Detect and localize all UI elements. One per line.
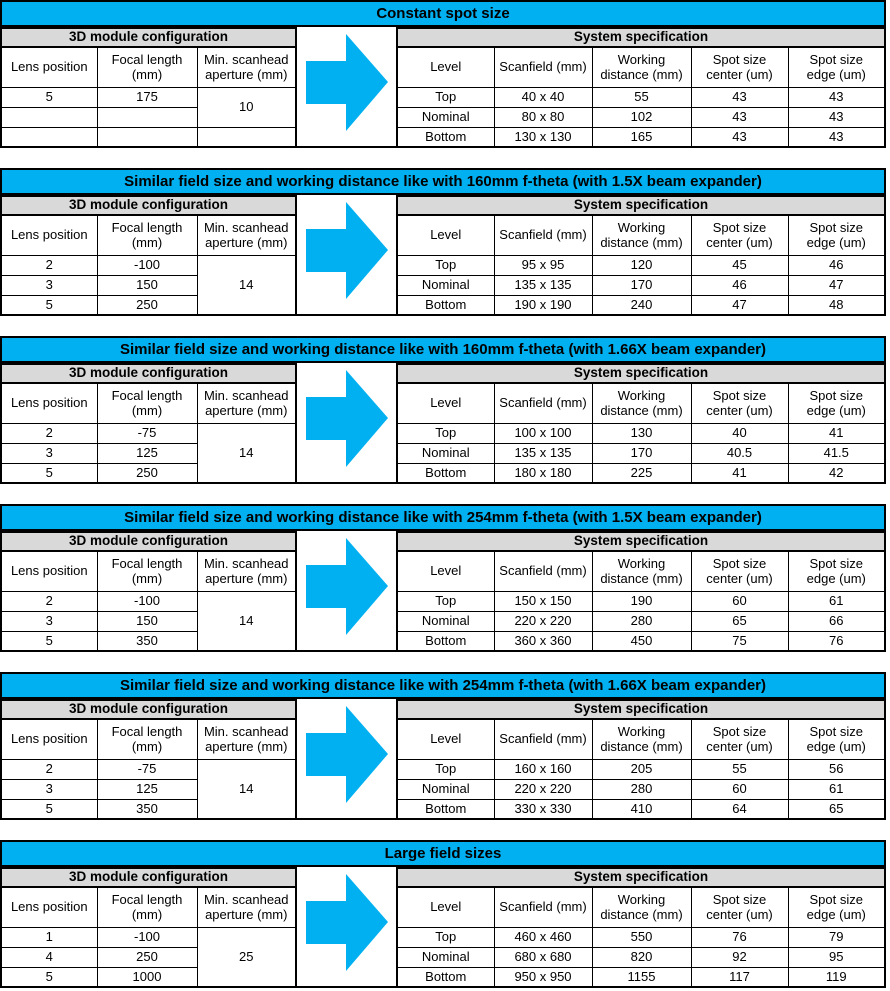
- col-scanfield: Scanfield (mm): [494, 551, 592, 591]
- col-lens-position: Lens position: [1, 551, 97, 591]
- cell-spot-center: 64: [691, 799, 788, 819]
- col-spot-center: Spot size center (um): [691, 719, 788, 759]
- col-lens-position: Lens position: [1, 47, 97, 87]
- cell-spot-center: 43: [691, 107, 788, 127]
- cell-scanfield: 95 x 95: [494, 255, 592, 275]
- config-table: [0, 27, 297, 148]
- spec-table-header: System specification: [397, 532, 885, 551]
- cell-focal-length: 250: [97, 295, 197, 315]
- col-lens-position: Lens position: [1, 215, 97, 255]
- config-table: [0, 699, 297, 820]
- spec-table-header: System specification: [397, 196, 885, 215]
- cell-spot-center: 43: [691, 127, 788, 147]
- cell-working-distance: 170: [592, 275, 691, 295]
- section-title: Similar field size and working distance like with 254mm f-theta (with 1.5X beam expander): [0, 504, 886, 531]
- cell-spot-center: 43: [691, 87, 788, 107]
- cell-working-distance: 280: [592, 779, 691, 799]
- section-160mm-1-5x: [0, 168, 886, 316]
- section-160mm-1-66x: [0, 336, 886, 484]
- col-lens-position: Lens position: [1, 887, 97, 927]
- cell-spot-center: 75: [691, 631, 788, 651]
- section-constant-spot-size: [0, 0, 886, 148]
- config-row: [1, 255, 296, 275]
- right-arrow-icon: [306, 34, 388, 131]
- cell-spot-center: 45: [691, 255, 788, 275]
- cell-spot-edge: 76: [788, 631, 885, 651]
- col-working-distance: Working distance (mm): [592, 383, 691, 423]
- cell-spot-edge: 43: [788, 127, 885, 147]
- arrow-cell: [297, 867, 396, 988]
- config-row: [1, 591, 296, 611]
- cell-focal-length: 150: [97, 275, 197, 295]
- col-spot-edge: Spot size edge (um): [788, 551, 885, 591]
- cell-aperture: 14: [197, 423, 296, 483]
- arrow-cell: [297, 531, 396, 652]
- cell-focal-length: -75: [97, 759, 197, 779]
- cell-scanfield: 160 x 160: [494, 759, 592, 779]
- col-focal-length: Focal length (mm): [97, 215, 197, 255]
- col-working-distance: Working distance (mm): [592, 719, 691, 759]
- cell-scanfield: 950 x 950: [494, 967, 592, 987]
- cell-focal-length: -75: [97, 423, 197, 443]
- col-working-distance: Working distance (mm): [592, 215, 691, 255]
- spec-row: [397, 779, 885, 799]
- cell-focal-length: 150: [97, 611, 197, 631]
- col-scanfield: Scanfield (mm): [494, 47, 592, 87]
- col-spot-center: Spot size center (um): [691, 383, 788, 423]
- right-arrow-icon: [306, 538, 388, 635]
- right-arrow-icon: [306, 874, 388, 971]
- section-title: Large field sizes: [0, 840, 886, 867]
- cell-spot-edge: 56: [788, 759, 885, 779]
- col-level: Level: [397, 551, 494, 591]
- col-scanfield: Scanfield (mm): [494, 215, 592, 255]
- cell-level: Top: [397, 255, 494, 275]
- cell-scanfield: 100 x 100: [494, 423, 592, 443]
- cell-aperture-empty: [197, 127, 296, 147]
- cell-scanfield: 220 x 220: [494, 779, 592, 799]
- cell-working-distance: 450: [592, 631, 691, 651]
- config-table: [0, 531, 297, 652]
- col-level: Level: [397, 383, 494, 423]
- cell-scanfield: 130 x 130: [494, 127, 592, 147]
- cell-working-distance: 120: [592, 255, 691, 275]
- cell-spot-edge: 41.5: [788, 443, 885, 463]
- col-level: Level: [397, 887, 494, 927]
- section-254mm-1-5x: [0, 504, 886, 652]
- col-spot-edge: Spot size edge (um): [788, 887, 885, 927]
- cell-lens-position: [1, 107, 97, 127]
- cell-lens-position: 5: [1, 967, 97, 987]
- cell-focal-length: [97, 107, 197, 127]
- cell-scanfield: 330 x 330: [494, 799, 592, 819]
- spec-row: [397, 611, 885, 631]
- spec-table-header: System specification: [397, 868, 885, 887]
- arrow-cell: [297, 363, 396, 484]
- config-row: [1, 927, 296, 947]
- spec-row: [397, 127, 885, 147]
- col-min-aperture: Min. scanhead aperture (mm): [197, 47, 296, 87]
- cell-working-distance: 205: [592, 759, 691, 779]
- col-working-distance: Working distance (mm): [592, 551, 691, 591]
- cell-focal-length: -100: [97, 255, 197, 275]
- spec-row: [397, 295, 885, 315]
- cell-lens-position: [1, 127, 97, 147]
- col-working-distance: Working distance (mm): [592, 887, 691, 927]
- spec-table-header: System specification: [397, 28, 885, 47]
- cell-spot-edge: 42: [788, 463, 885, 483]
- cell-level: Bottom: [397, 967, 494, 987]
- section-title: Similar field size and working distance like with 254mm f-theta (with 1.66X beam expander): [0, 672, 886, 699]
- cell-scanfield: 150 x 150: [494, 591, 592, 611]
- cell-scanfield: 180 x 180: [494, 463, 592, 483]
- cell-scanfield: 360 x 360: [494, 631, 592, 651]
- col-focal-length: Focal length (mm): [97, 551, 197, 591]
- spec-row: [397, 947, 885, 967]
- cell-spot-edge: 119: [788, 967, 885, 987]
- cell-lens-position: 3: [1, 611, 97, 631]
- cell-lens-position: 2: [1, 423, 97, 443]
- cell-focal-length: -100: [97, 591, 197, 611]
- cell-lens-position: 2: [1, 759, 97, 779]
- cell-spot-center: 117: [691, 967, 788, 987]
- config-table-header: 3D module configuration: [1, 868, 296, 887]
- right-arrow-icon: [306, 202, 388, 299]
- cell-focal-length: 350: [97, 631, 197, 651]
- cell-level: Top: [397, 927, 494, 947]
- col-focal-length: Focal length (mm): [97, 887, 197, 927]
- col-min-aperture: Min. scanhead aperture (mm): [197, 383, 296, 423]
- config-table: [0, 363, 297, 484]
- cell-level: Nominal: [397, 443, 494, 463]
- cell-spot-center: 40: [691, 423, 788, 443]
- config-table: [0, 195, 297, 316]
- cell-scanfield: 220 x 220: [494, 611, 592, 631]
- cell-focal-length: 125: [97, 779, 197, 799]
- cell-aperture: 14: [197, 591, 296, 651]
- spec-row: [397, 443, 885, 463]
- cell-lens-position: 4: [1, 947, 97, 967]
- col-spot-center: Spot size center (um): [691, 551, 788, 591]
- col-lens-position: Lens position: [1, 719, 97, 759]
- cell-spot-center: 60: [691, 591, 788, 611]
- cell-working-distance: 280: [592, 611, 691, 631]
- spec-table-header: System specification: [397, 364, 885, 383]
- cell-working-distance: 170: [592, 443, 691, 463]
- cell-spot-center: 46: [691, 275, 788, 295]
- cell-level: Nominal: [397, 947, 494, 967]
- cell-spot-center: 65: [691, 611, 788, 631]
- spec-row: [397, 631, 885, 651]
- col-lens-position: Lens position: [1, 383, 97, 423]
- cell-spot-center: 92: [691, 947, 788, 967]
- arrow-cell: [297, 195, 396, 316]
- cell-aperture: 25: [197, 927, 296, 987]
- cell-spot-edge: 43: [788, 107, 885, 127]
- cell-working-distance: 130: [592, 423, 691, 443]
- cell-level: Bottom: [397, 295, 494, 315]
- col-level: Level: [397, 215, 494, 255]
- cell-spot-center: 40.5: [691, 443, 788, 463]
- cell-focal-length: 1000: [97, 967, 197, 987]
- cell-spot-edge: 48: [788, 295, 885, 315]
- cell-scanfield: 40 x 40: [494, 87, 592, 107]
- config-row: [1, 759, 296, 779]
- cell-working-distance: 102: [592, 107, 691, 127]
- cell-scanfield: 680 x 680: [494, 947, 592, 967]
- spec-row: [397, 87, 885, 107]
- cell-spot-edge: 61: [788, 591, 885, 611]
- col-focal-length: Focal length (mm): [97, 47, 197, 87]
- cell-focal-length: 125: [97, 443, 197, 463]
- cell-working-distance: 820: [592, 947, 691, 967]
- cell-spot-edge: 41: [788, 423, 885, 443]
- cell-spot-edge: 65: [788, 799, 885, 819]
- cell-working-distance: 55: [592, 87, 691, 107]
- cell-lens-position: 5: [1, 799, 97, 819]
- spec-row: [397, 967, 885, 987]
- section-title: Similar field size and working distance like with 160mm f-theta (with 1.66X beam expander): [0, 336, 886, 363]
- spec-table: [396, 195, 886, 316]
- spec-row: [397, 275, 885, 295]
- section-254mm-1-66x: [0, 672, 886, 820]
- spec-table: [396, 531, 886, 652]
- cell-lens-position: 3: [1, 779, 97, 799]
- spec-row: [397, 423, 885, 443]
- cell-lens-position: 2: [1, 255, 97, 275]
- col-scanfield: Scanfield (mm): [494, 719, 592, 759]
- cell-level: Top: [397, 759, 494, 779]
- cell-spot-edge: 47: [788, 275, 885, 295]
- cell-lens-position: 5: [1, 295, 97, 315]
- cell-level: Bottom: [397, 127, 494, 147]
- cell-spot-edge: 46: [788, 255, 885, 275]
- cell-spot-center: 60: [691, 779, 788, 799]
- cell-scanfield: 135 x 135: [494, 443, 592, 463]
- col-level: Level: [397, 719, 494, 759]
- col-spot-edge: Spot size edge (um): [788, 47, 885, 87]
- cell-spot-edge: 95: [788, 947, 885, 967]
- cell-level: Nominal: [397, 779, 494, 799]
- cell-level: Bottom: [397, 631, 494, 651]
- col-level: Level: [397, 47, 494, 87]
- cell-working-distance: 550: [592, 927, 691, 947]
- cell-scanfield: 190 x 190: [494, 295, 592, 315]
- cell-aperture: 10: [197, 87, 296, 127]
- cell-level: Nominal: [397, 107, 494, 127]
- col-spot-center: Spot size center (um): [691, 215, 788, 255]
- cell-spot-edge: 66: [788, 611, 885, 631]
- cell-working-distance: 190: [592, 591, 691, 611]
- cell-lens-position: 2: [1, 591, 97, 611]
- cell-working-distance: 410: [592, 799, 691, 819]
- cell-level: Nominal: [397, 275, 494, 295]
- col-min-aperture: Min. scanhead aperture (mm): [197, 887, 296, 927]
- spec-table: [396, 27, 886, 148]
- spec-table-header: System specification: [397, 700, 885, 719]
- cell-level: Top: [397, 591, 494, 611]
- spec-row: [397, 107, 885, 127]
- spec-row: [397, 255, 885, 275]
- cell-level: Bottom: [397, 799, 494, 819]
- section-title: Constant spot size: [0, 0, 886, 27]
- cell-level: Nominal: [397, 611, 494, 631]
- col-min-aperture: Min. scanhead aperture (mm): [197, 551, 296, 591]
- config-table-header: 3D module configuration: [1, 532, 296, 551]
- spec-row: [397, 759, 885, 779]
- cell-aperture: 14: [197, 759, 296, 819]
- col-scanfield: Scanfield (mm): [494, 887, 592, 927]
- arrow-cell: [297, 699, 396, 820]
- section-large-field-sizes: [0, 840, 886, 988]
- spec-table: [396, 867, 886, 988]
- col-spot-edge: Spot size edge (um): [788, 383, 885, 423]
- cell-working-distance: 225: [592, 463, 691, 483]
- config-table-header: 3D module configuration: [1, 700, 296, 719]
- cell-spot-center: 55: [691, 759, 788, 779]
- config-table: [0, 867, 297, 988]
- cell-spot-edge: 79: [788, 927, 885, 947]
- cell-focal-length: [97, 127, 197, 147]
- col-working-distance: Working distance (mm): [592, 47, 691, 87]
- cell-spot-center: 47: [691, 295, 788, 315]
- col-spot-center: Spot size center (um): [691, 887, 788, 927]
- col-min-aperture: Min. scanhead aperture (mm): [197, 719, 296, 759]
- cell-lens-position: 3: [1, 443, 97, 463]
- cell-spot-center: 76: [691, 927, 788, 947]
- config-row: [1, 423, 296, 443]
- cell-focal-length: 175: [97, 87, 197, 107]
- config-row: [1, 87, 296, 107]
- cell-working-distance: 240: [592, 295, 691, 315]
- spec-row: [397, 463, 885, 483]
- config-table-header: 3D module configuration: [1, 28, 296, 47]
- spec-row: [397, 927, 885, 947]
- col-spot-center: Spot size center (um): [691, 47, 788, 87]
- cell-level: Top: [397, 87, 494, 107]
- cell-working-distance: 1155: [592, 967, 691, 987]
- cell-spot-center: 41: [691, 463, 788, 483]
- spec-row: [397, 799, 885, 819]
- right-arrow-icon: [306, 706, 388, 803]
- cell-focal-length: -100: [97, 927, 197, 947]
- spec-row: [397, 591, 885, 611]
- cell-scanfield: 80 x 80: [494, 107, 592, 127]
- col-spot-edge: Spot size edge (um): [788, 719, 885, 759]
- config-table-header: 3D module configuration: [1, 364, 296, 383]
- cell-lens-position: 5: [1, 631, 97, 651]
- cell-focal-length: 250: [97, 463, 197, 483]
- cell-level: Top: [397, 423, 494, 443]
- cell-lens-position: 1: [1, 927, 97, 947]
- cell-focal-length: 350: [97, 799, 197, 819]
- config-row: [1, 127, 296, 147]
- col-spot-edge: Spot size edge (um): [788, 215, 885, 255]
- cell-focal-length: 250: [97, 947, 197, 967]
- section-title: Similar field size and working distance like with 160mm f-theta (with 1.5X beam expander): [0, 168, 886, 195]
- right-arrow-icon: [306, 370, 388, 467]
- cell-scanfield: 135 x 135: [494, 275, 592, 295]
- col-scanfield: Scanfield (mm): [494, 383, 592, 423]
- cell-scanfield: 460 x 460: [494, 927, 592, 947]
- cell-level: Bottom: [397, 463, 494, 483]
- cell-spot-edge: 43: [788, 87, 885, 107]
- cell-working-distance: 165: [592, 127, 691, 147]
- col-focal-length: Focal length (mm): [97, 719, 197, 759]
- arrow-cell: [297, 27, 396, 148]
- col-focal-length: Focal length (mm): [97, 383, 197, 423]
- cell-aperture: 14: [197, 255, 296, 315]
- spec-table: [396, 699, 886, 820]
- cell-lens-position: 5: [1, 87, 97, 107]
- cell-lens-position: 5: [1, 463, 97, 483]
- cell-spot-edge: 61: [788, 779, 885, 799]
- spec-table: [396, 363, 886, 484]
- cell-lens-position: 3: [1, 275, 97, 295]
- config-table-header: 3D module configuration: [1, 196, 296, 215]
- col-min-aperture: Min. scanhead aperture (mm): [197, 215, 296, 255]
